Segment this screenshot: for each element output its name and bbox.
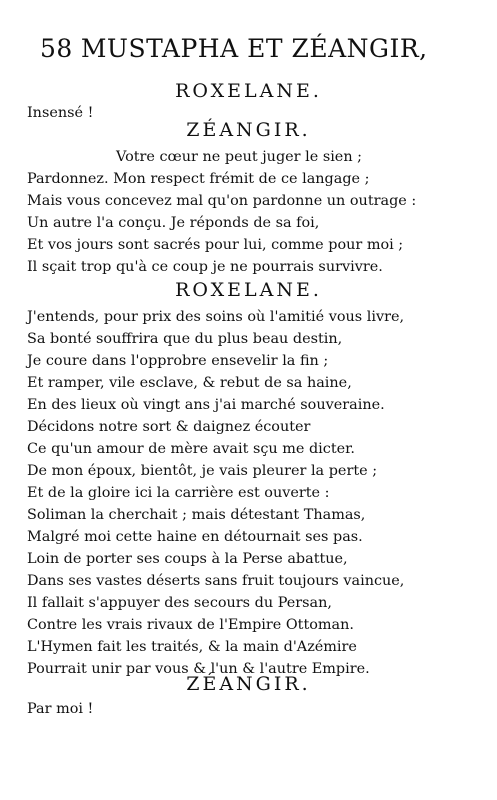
verse-line: Dans ses vastes déserts sans fruit toujours vaincue, [27,573,405,589]
verse-line: Insensé ! [27,105,94,121]
verse-line: En des lieux où vingt ans j'ai marché souveraine. [27,397,385,413]
verse-line: Il sçait trop qu'à ce coup je ne pourrais survivre. [27,259,383,275]
speaker-name: ZÉANGIR. [186,119,311,141]
running-title: MUSTAPHA ET ZÉANGIR, [80,34,428,63]
verse-line: Décidons notre sort & daignez écouter [27,419,311,435]
verse-line: De mon époux, bientôt, je vais pleurer la perte ; [27,463,378,479]
verse-line: Contre les vrais rivaux de l'Empire Ottoman. [27,617,354,633]
verse-line: Loin de porter ses coups à la Perse abattue, [27,551,348,567]
verse-line: Et vos jours sont sacrés pour lui, comme pour moi ; [27,237,404,253]
verse-line: Pourrait unir par vous & l'un & l'autre Empire. [27,661,370,677]
running-head [40,34,428,63]
verse-line: Mais vous concevez mal qu'on pardonne un outrage : [27,193,417,209]
verse-line: Il fallait s'appuyer des secours du Persan, [27,595,332,611]
speaker-name: ZÉANGIR. [186,673,311,695]
page-number: 58 [40,34,73,63]
verse-line: Je coure dans l'opprobre ensevelir la fin ; [27,353,329,369]
verse-line: J'entends, pour prix des soins où l'amitié vous livre, [27,309,405,325]
verse-line: Et de la gloire ici la carrière est ouverte : [27,485,330,501]
verse-line: Malgré moi cette haine en détournait ses pas. [27,529,363,545]
verse-line: Ce qu'un amour de mère avait sçu me dicter. [27,441,356,457]
verse-line: Un autre l'a conçu. Je réponds de sa foi, [27,215,320,231]
speaker-name: ROXELANE. [175,279,322,301]
verse-line: Pardonnez. Mon respect frémit de ce langage ; [27,171,370,187]
verse-line: Votre cœur ne peut juger le sien ; [116,149,363,165]
verse-line: Soliman la cherchait ; mais détestant Thamas, [27,507,366,523]
verse-line: Par moi ! [27,701,94,717]
verse-line: Sa bonté souffrira que du plus beau destin, [27,331,343,347]
verse-line: L'Hymen fait les traités, & la main d'Azémire [27,639,357,655]
speaker-name: ROXELANE. [175,80,322,102]
verse-line: Et ramper, vile esclave, & rebut de sa haine, [27,375,352,391]
